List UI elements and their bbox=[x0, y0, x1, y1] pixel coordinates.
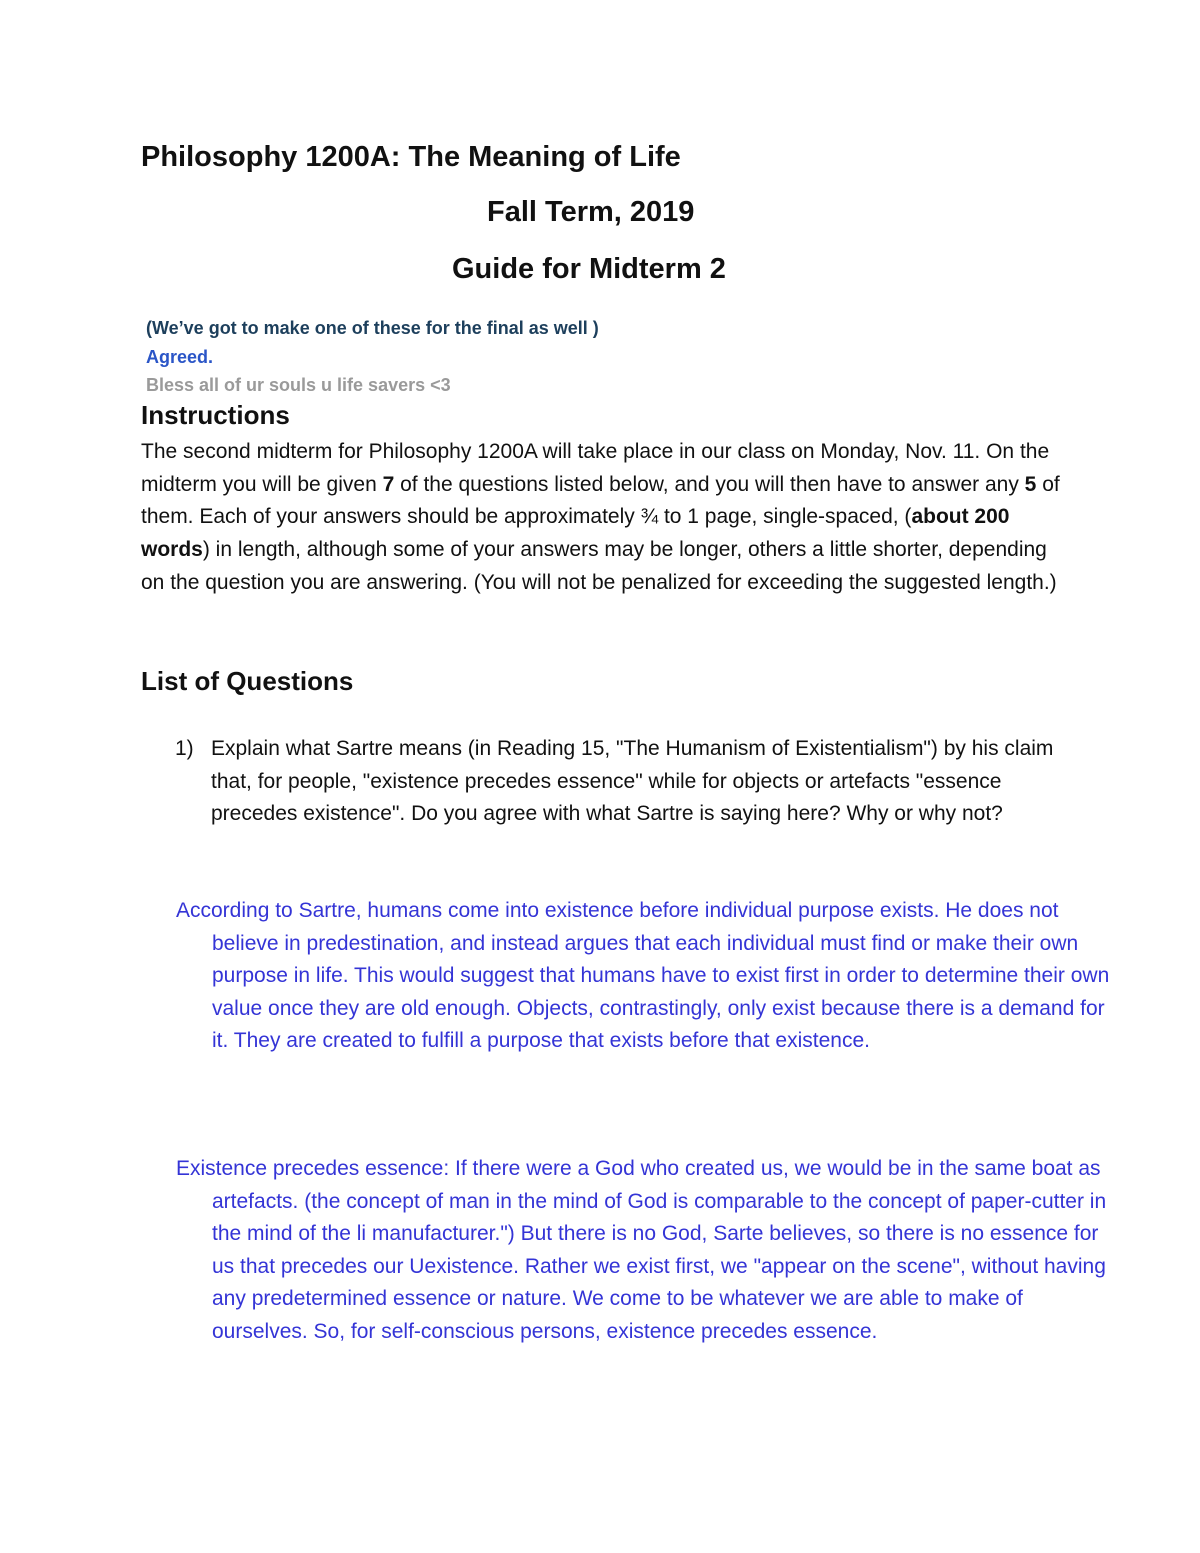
instructions-bold-answer: 5 bbox=[1024, 472, 1037, 496]
instructions-text-1: The second midterm for Philosophy 1200A will take place in our class on Monday, Nov. 11. On the midterm you will be given bbox=[141, 440, 1050, 496]
answer-paragraph-1: According to Sartre, humans come into existence before individual purpose exists. He does not believe in predestination, and instead argues that each individual must find or make their own purpose in life. This would suggest that humans have to exist first in order to determine their own value once they are old enough. Objects, contrastingly, only exist because there is a demand for it. They are created to fulfill a purpose that exists before that existence. bbox=[176, 899, 1110, 1052]
questions-heading: List of Questions bbox=[141, 666, 354, 696]
instructions-text-2: of the questions listed below, and you will then have to answer any bbox=[394, 472, 1025, 496]
instructions-bold-given: 7 bbox=[382, 472, 395, 496]
comment-note-agreed: Agreed. bbox=[146, 347, 214, 367]
comment-note-thanks: Bless all of ur souls u life savers <3 bbox=[146, 375, 451, 395]
question-text: Explain what Sartre means (in Reading 15, "The Humanism of Existentialism") by his claim that, for people, "existence precedes essence" while for objects or artefacts "essence precedes existence". Do you agree with what Sartre is saying here? Why or why not? bbox=[211, 737, 1054, 826]
instructions-text-3: of them. Each of your answers should be approximately ¾ to 1 page, single-spaced, ( bbox=[141, 472, 1060, 529]
instructions-heading: Instructions bbox=[141, 400, 290, 430]
question-number: 1) bbox=[175, 737, 194, 760]
term-heading: Fall Term, 2019 bbox=[487, 196, 695, 228]
guide-heading: Guide for Midterm 2 bbox=[452, 253, 726, 285]
instructions-paragraph bbox=[141, 436, 1071, 600]
answer-paragraph-2: Existence precedes essence: If there were a God who created us, we would be in the same boat as artefacts. (the concept of man in the mind of God is comparable to the concept of paper-cutter in the mind of the li manufacturer.") But there is no God, Sarte believes, so there is no essence for us that precedes our Uexistence. Rather we exist first, we "appear on the scene", without having any predetermined essence or nature. We come to be whatever we are able to make of ourselves. So, for self-conscious persons, existence precedes essence. bbox=[176, 1157, 1107, 1343]
comment-note-final: (We’ve got to make one of these for the final as well ) bbox=[146, 318, 599, 338]
document-title: Philosophy 1200A: The Meaning of Life bbox=[141, 141, 681, 173]
instructions-bold-words: about 200 words bbox=[141, 505, 1010, 562]
instructions-text-4: ) in length, although some of your answers may be longer, others a little shorter, depending on the question you are answering. (You will not be penalized for exceeding the suggested length.) bbox=[141, 538, 1057, 594]
